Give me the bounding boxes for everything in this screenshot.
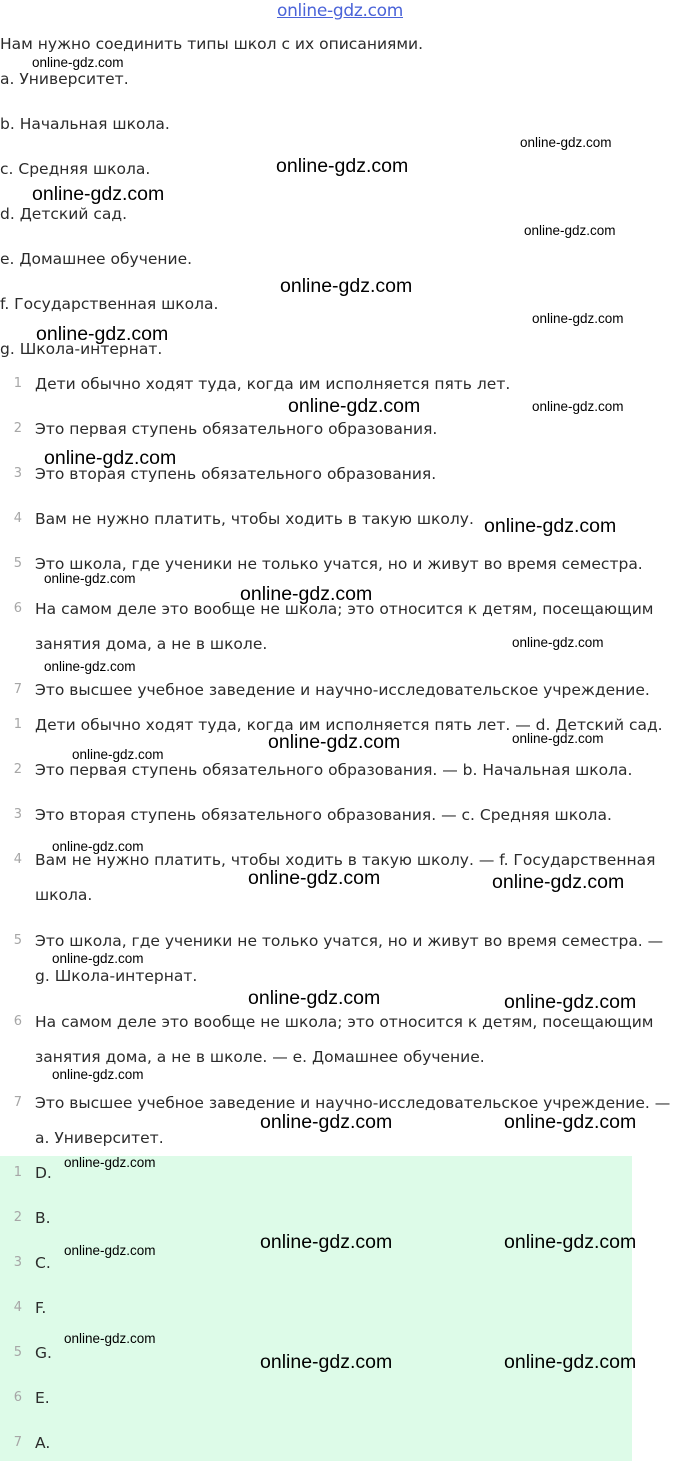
watermark: online-gdz.com bbox=[504, 991, 637, 1013]
watermark: online-gdz.com bbox=[520, 135, 612, 150]
item-text: Это школа, где ученики не только учатся, но и живут во время семестра. bbox=[35, 555, 643, 573]
item-number: 5 bbox=[13, 556, 22, 571]
item-text: Это высшее учебное заведение и научно-исследовательское учреждение. bbox=[35, 681, 650, 699]
item-number: 7 bbox=[13, 1435, 22, 1450]
item-text: На самом деле это вообще не школа; это относится к детям, посещающим занятия дома, а не в школе. bbox=[35, 600, 654, 653]
option-g: g. Школа-интернат. bbox=[0, 340, 163, 358]
item-text: Вам не нужно платить, чтобы ходить в такую школу. bbox=[35, 510, 474, 528]
watermark: online-gdz.com bbox=[32, 55, 124, 70]
task-intro: Нам нужно соединить типы школ с их описаниями. bbox=[0, 35, 424, 53]
watermark: online-gdz.com bbox=[260, 1111, 393, 1133]
item-number: 1 bbox=[13, 376, 22, 391]
item-number: 7 bbox=[13, 1095, 22, 1110]
option-b: b. Начальная школа. bbox=[0, 115, 170, 133]
watermark: online-gdz.com bbox=[492, 871, 625, 893]
watermark: online-gdz.com bbox=[44, 447, 177, 469]
item-text: C. bbox=[35, 1254, 51, 1272]
watermark: online-gdz.com bbox=[504, 1111, 637, 1133]
option-e: e. Домашнее обучение. bbox=[0, 250, 193, 268]
item-text: Это вторая ступень обязательного образования. — c. Средняя школа. bbox=[35, 806, 612, 824]
item-text: Это первая ступень обязательного образования. — b. Начальная школа. bbox=[35, 761, 633, 779]
watermark: online-gdz.com bbox=[532, 399, 624, 414]
item-number: 2 bbox=[13, 762, 22, 777]
watermark: online-gdz.com bbox=[44, 659, 136, 674]
item-text: Это высшее учебное заведение и научно-исследовательское учреждение. — a. Университет. bbox=[35, 1094, 671, 1147]
watermark: online-gdz.com bbox=[64, 1155, 156, 1170]
watermark: online-gdz.com bbox=[504, 1351, 637, 1373]
item-number: 3 bbox=[13, 466, 22, 481]
watermark: online-gdz.com bbox=[504, 1231, 637, 1253]
item-number: 3 bbox=[13, 807, 22, 822]
item-number: 5 bbox=[13, 1345, 22, 1360]
watermark: online-gdz.com bbox=[52, 839, 144, 854]
item-number: 4 bbox=[13, 511, 22, 526]
watermark: online-gdz.com bbox=[280, 275, 413, 297]
option-a: a. Университет. bbox=[0, 70, 129, 88]
item-text: Дети обычно ходят туда, когда им исполняется пять лет. bbox=[35, 375, 511, 393]
watermark: online-gdz.com bbox=[248, 867, 381, 889]
watermark: online-gdz.com bbox=[32, 183, 165, 205]
item-text: A. bbox=[35, 1434, 51, 1452]
watermark: online-gdz.com bbox=[64, 1331, 156, 1346]
watermark: online-gdz.com bbox=[276, 155, 409, 177]
item-text: B. bbox=[35, 1209, 51, 1227]
watermark: online-gdz.com bbox=[52, 951, 144, 966]
watermark: online-gdz.com bbox=[260, 1351, 393, 1373]
item-text: F. bbox=[35, 1299, 47, 1317]
item-number: 1 bbox=[13, 717, 22, 732]
item-text: Дети обычно ходят туда, когда им исполняется пять лет. — d. Детский сад. bbox=[35, 716, 663, 734]
item-number: 2 bbox=[13, 1210, 22, 1225]
watermark: online-gdz.com bbox=[512, 635, 604, 650]
item-number: 6 bbox=[13, 1014, 22, 1029]
option-d: d. Детский сад. bbox=[0, 205, 127, 223]
item-number: 4 bbox=[13, 1300, 22, 1315]
watermark: online-gdz.com bbox=[532, 311, 624, 326]
site-header-link[interactable]: online-gdz.com bbox=[276, 1, 403, 21]
watermark: online-gdz.com bbox=[52, 1067, 144, 1082]
item-text: Это вторая ступень обязательного образования. bbox=[35, 465, 437, 483]
watermark: online-gdz.com bbox=[484, 515, 617, 537]
option-c: c. Средняя школа. bbox=[0, 160, 151, 178]
watermark: online-gdz.com bbox=[288, 395, 421, 417]
item-number: 7 bbox=[13, 682, 22, 697]
item-number: 2 bbox=[13, 421, 22, 436]
watermark: online-gdz.com bbox=[72, 747, 164, 762]
watermark: online-gdz.com bbox=[512, 731, 604, 746]
watermark: online-gdz.com bbox=[248, 987, 381, 1009]
item-number: 6 bbox=[13, 601, 22, 616]
item-text: На самом деле это вообще не школа; это относится к детям, посещающим занятия дома, а не в школе. — e. Домашнее обучение. bbox=[35, 1013, 654, 1066]
item-text: Вам не нужно платить, чтобы ходить в такую школу. — f. Государственная школа. bbox=[35, 851, 656, 904]
item-number: 4 bbox=[13, 852, 22, 867]
watermark: online-gdz.com bbox=[36, 323, 169, 345]
item-text: G. bbox=[35, 1344, 52, 1362]
watermark: online-gdz.com bbox=[260, 1231, 393, 1253]
watermark: online-gdz.com bbox=[524, 223, 616, 238]
item-text: D. bbox=[35, 1164, 52, 1182]
item-number: 6 bbox=[13, 1390, 22, 1405]
watermark: online-gdz.com bbox=[240, 583, 373, 605]
item-number: 3 bbox=[13, 1255, 22, 1270]
watermark: online-gdz.com bbox=[44, 571, 136, 586]
item-text: E. bbox=[35, 1389, 50, 1407]
watermark: online-gdz.com bbox=[64, 1243, 156, 1258]
item-number: 5 bbox=[13, 933, 22, 948]
watermark: online-gdz.com bbox=[268, 731, 401, 753]
item-number: 1 bbox=[13, 1165, 22, 1180]
option-f: f. Государственная школа. bbox=[0, 295, 219, 313]
item-text: Это первая ступень обязательного образования. bbox=[35, 420, 438, 438]
item-text: Это школа, где ученики не только учатся, но и живут во время семестра. — g. Школа-интернат. bbox=[35, 932, 664, 985]
